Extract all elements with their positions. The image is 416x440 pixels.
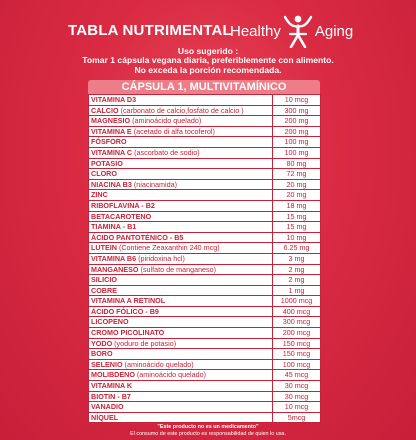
nutrient-amount: 100 mcg bbox=[273, 359, 321, 370]
nutrient-name: POTASIO bbox=[91, 158, 123, 168]
table-row bbox=[89, 190, 321, 201]
table-row bbox=[89, 338, 321, 349]
nutrient-name-cell bbox=[89, 169, 273, 180]
usage-title: Uso sugerido : bbox=[177, 46, 239, 56]
nutrient-name-cell bbox=[89, 359, 273, 370]
nutrient-name-cell bbox=[89, 116, 273, 127]
nutrient-name: ÁCIDO PANTOTÉNICO - B5 bbox=[91, 232, 184, 242]
table-row bbox=[89, 126, 321, 137]
precautions-line-2: El consumo de este producto es responsabilidad de quien lo usa. bbox=[130, 430, 286, 437]
nutrient-name: BETACAROTENO bbox=[91, 211, 152, 221]
nutrient-source: (aminoácido quelado) bbox=[130, 116, 202, 126]
nutrient-name-cell bbox=[89, 126, 273, 137]
nutrient-name-cell bbox=[89, 275, 273, 286]
brand-logo bbox=[230, 14, 353, 48]
nutrient-name: YODO bbox=[91, 338, 113, 348]
usage-line-1: Tomar 1 cápsula vegana diaria, preferiblemente con alimento. bbox=[82, 55, 334, 66]
nutrient-amount: 3 mg bbox=[273, 253, 321, 264]
nutrient-name: VITAMINA A RETINOL bbox=[91, 296, 166, 306]
nutrient-name: FÓSFORO bbox=[91, 137, 127, 147]
nutrient-amount: 200 mg bbox=[273, 126, 321, 137]
nutrient-amount: 200 mg bbox=[273, 116, 321, 127]
nutrient-amount: 150 mcg bbox=[273, 338, 321, 349]
nutrient-amount: 1000 mcg bbox=[273, 296, 321, 307]
nutrient-name: VITAMINA B6 bbox=[91, 253, 137, 263]
usage-instructions bbox=[0, 47, 416, 75]
nutrient-name: VITAMINA K bbox=[91, 381, 133, 391]
nutrient-name: SELENIO bbox=[91, 359, 123, 369]
nutrient-name-cell bbox=[89, 211, 273, 222]
nutrient-amount: 2 mg bbox=[273, 264, 321, 275]
nutrient-name-cell bbox=[89, 105, 273, 116]
table-row bbox=[89, 200, 321, 211]
nutrient-name: LICOPENO bbox=[91, 317, 129, 327]
nutrient-name-cell bbox=[89, 95, 273, 106]
precautions bbox=[0, 418, 416, 437]
table-row bbox=[89, 306, 321, 317]
nutrient-name-cell bbox=[89, 264, 273, 275]
logo-text-right: Aging bbox=[314, 22, 354, 40]
nutrient-name-cell bbox=[89, 317, 273, 328]
nutrient-source: (aminoácido quelado) bbox=[134, 370, 207, 380]
nutrient-name-cell bbox=[89, 338, 273, 349]
nutrition-table bbox=[88, 80, 320, 423]
nutrient-name-cell bbox=[89, 137, 273, 148]
nutrient-source: (piridoxina hcl) bbox=[136, 253, 185, 263]
nutrient-name: NÍQUEL bbox=[91, 412, 119, 422]
nutrient-name: LUTEIN bbox=[91, 243, 117, 253]
nutrient-amount: 100 mg bbox=[273, 137, 321, 148]
table-row bbox=[89, 391, 321, 402]
nutrient-name-cell bbox=[89, 147, 273, 158]
nutrient-amount: 6.25 mg bbox=[273, 243, 321, 254]
nutrient-name: COBRE bbox=[91, 285, 117, 295]
nutrient-amount: 150 mcg bbox=[273, 349, 321, 360]
nutrient-amount: 72 mg bbox=[273, 169, 321, 180]
nutrient-amount: 20 mg bbox=[273, 179, 321, 190]
nutrient-name-cell bbox=[89, 381, 273, 392]
nutrient-amount: 2 mg bbox=[273, 275, 321, 286]
nutrient-source: (Contiene Zeaxanthin 240 mcg) bbox=[116, 243, 220, 253]
nutrient-name-cell bbox=[89, 296, 273, 307]
table-row bbox=[89, 116, 321, 127]
nutrient-name-cell bbox=[89, 328, 273, 339]
nutrient-name: MANGANESO bbox=[91, 264, 139, 274]
table-row bbox=[89, 253, 321, 264]
nutrient-name: MOLIBDENO bbox=[91, 370, 135, 380]
nutrient-source: (sulfato de manganeso) bbox=[138, 264, 217, 274]
table-row bbox=[89, 105, 321, 116]
table-row bbox=[89, 296, 321, 307]
nutrient-amount: 15 mg bbox=[273, 222, 321, 233]
nutrient-name: BIOTIN - B7 bbox=[91, 391, 131, 401]
table-row bbox=[89, 370, 321, 381]
nutrient-name: ZINC bbox=[91, 190, 108, 200]
table-row bbox=[89, 179, 321, 190]
nutrient-name-cell bbox=[89, 200, 273, 211]
nutrient-name: BORO bbox=[91, 349, 113, 359]
nutrient-amount: 10 mcg bbox=[273, 95, 321, 106]
nutrient-name-cell bbox=[89, 285, 273, 296]
nutrient-name: NIACINA B3 bbox=[91, 179, 132, 189]
nutrient-source: (ascorbato de sodio) bbox=[132, 147, 200, 157]
nutrient-name-cell bbox=[89, 179, 273, 190]
nutrient-name-cell bbox=[89, 232, 273, 243]
nutrient-name: TIAMINA - B1 bbox=[91, 222, 137, 232]
nutrient-name-cell bbox=[89, 158, 273, 169]
precautions-title: Precauciones: bbox=[189, 418, 227, 424]
nutrient-name-cell bbox=[89, 222, 273, 233]
nutrient-source: (acetado di alfa tocoferol) bbox=[131, 126, 215, 136]
nutrient-list bbox=[88, 94, 321, 423]
table-row bbox=[89, 381, 321, 392]
usage-line-2: No exceda la porción recomendada. bbox=[134, 64, 282, 75]
table-row bbox=[89, 137, 321, 148]
logo-text-left: Healthy bbox=[230, 22, 281, 40]
nutrient-name: ÁCIDO FÓLICO - B9 bbox=[91, 306, 159, 316]
nutrient-amount: 200 mcg bbox=[273, 328, 321, 339]
nutrient-source: (yoduro de potasio) bbox=[112, 338, 177, 348]
nutrient-amount: 10 mcg bbox=[273, 402, 321, 413]
precautions-line-1: "Este producto no es un medicamento" bbox=[157, 424, 259, 431]
nutrient-name-cell bbox=[89, 349, 273, 360]
nutrient-source: (niacinamida) bbox=[131, 179, 178, 189]
table-row bbox=[89, 328, 321, 339]
table-row bbox=[89, 243, 321, 254]
table-row bbox=[89, 359, 321, 370]
table-row bbox=[89, 285, 321, 296]
person-logo-icon bbox=[282, 14, 314, 48]
table-row bbox=[89, 232, 321, 243]
nutrient-name: VITAMINA D3 bbox=[91, 95, 137, 104]
nutrient-amount: 10 mg bbox=[273, 232, 321, 243]
nutrient-name: CROMO PICOLINATO bbox=[91, 328, 165, 338]
nutrient-name: VITAMINA C bbox=[91, 147, 133, 157]
nutrient-amount: 18 mg bbox=[273, 200, 321, 211]
table-row bbox=[89, 317, 321, 328]
table-row bbox=[89, 349, 321, 360]
nutrient-name-cell bbox=[89, 306, 273, 317]
table-row bbox=[89, 158, 321, 169]
nutrient-amount: 5mcg bbox=[273, 412, 321, 423]
table-row bbox=[89, 222, 321, 233]
nutrient-name: VANADIO bbox=[91, 402, 124, 412]
nutrient-name-cell bbox=[89, 402, 273, 413]
nutrient-amount: 100 mg bbox=[273, 147, 321, 158]
nutrient-name-cell bbox=[89, 370, 273, 381]
table-row bbox=[89, 169, 321, 180]
nutrient-amount: 15 mg bbox=[273, 211, 321, 222]
nutrient-name-cell bbox=[89, 391, 273, 402]
nutrient-name-cell bbox=[89, 253, 273, 264]
nutrient-source: (aminoácido quelado) bbox=[122, 359, 194, 369]
table-row bbox=[89, 402, 321, 413]
nutrient-amount: 300 mcg bbox=[273, 317, 321, 328]
nutrient-amount: 20 mg bbox=[273, 190, 321, 201]
nutrient-amount: 30 mcg bbox=[273, 391, 321, 402]
nutrient-name: RIBOFLAVINA - B2 bbox=[91, 200, 155, 210]
nutrient-amount: 300 mg bbox=[273, 105, 321, 116]
table-row bbox=[89, 264, 321, 275]
nutrient-name-cell bbox=[89, 243, 273, 254]
page-title: TABLA NUTRIMENTAL bbox=[68, 22, 232, 39]
nutrient-source: (carbonato de calcio,fosfato de calcio ) bbox=[118, 105, 244, 115]
table-row bbox=[89, 211, 321, 222]
table-row bbox=[89, 95, 321, 106]
nutrient-name: MAGNESIO bbox=[91, 116, 131, 126]
table-row bbox=[89, 275, 321, 286]
nutrient-name-cell bbox=[89, 190, 273, 201]
nutrient-amount: 30 mcg bbox=[273, 381, 321, 392]
nutrient-amount: 1 mg bbox=[273, 285, 321, 296]
nutrient-amount: 45 mcg bbox=[273, 370, 321, 381]
nutrient-name: VITAMINA E bbox=[91, 126, 132, 136]
nutrient-name: CALCIO bbox=[91, 105, 119, 115]
table-heading: CÁPSULA 1, MULTIVITAMÍNICO bbox=[88, 80, 320, 94]
nutrient-name: CLORO bbox=[91, 169, 117, 179]
nutrient-name: SILICIO bbox=[91, 275, 117, 285]
table-row bbox=[89, 147, 321, 158]
nutrient-amount: 80 mg bbox=[273, 158, 321, 169]
nutrient-amount: 400 mcg bbox=[273, 306, 321, 317]
